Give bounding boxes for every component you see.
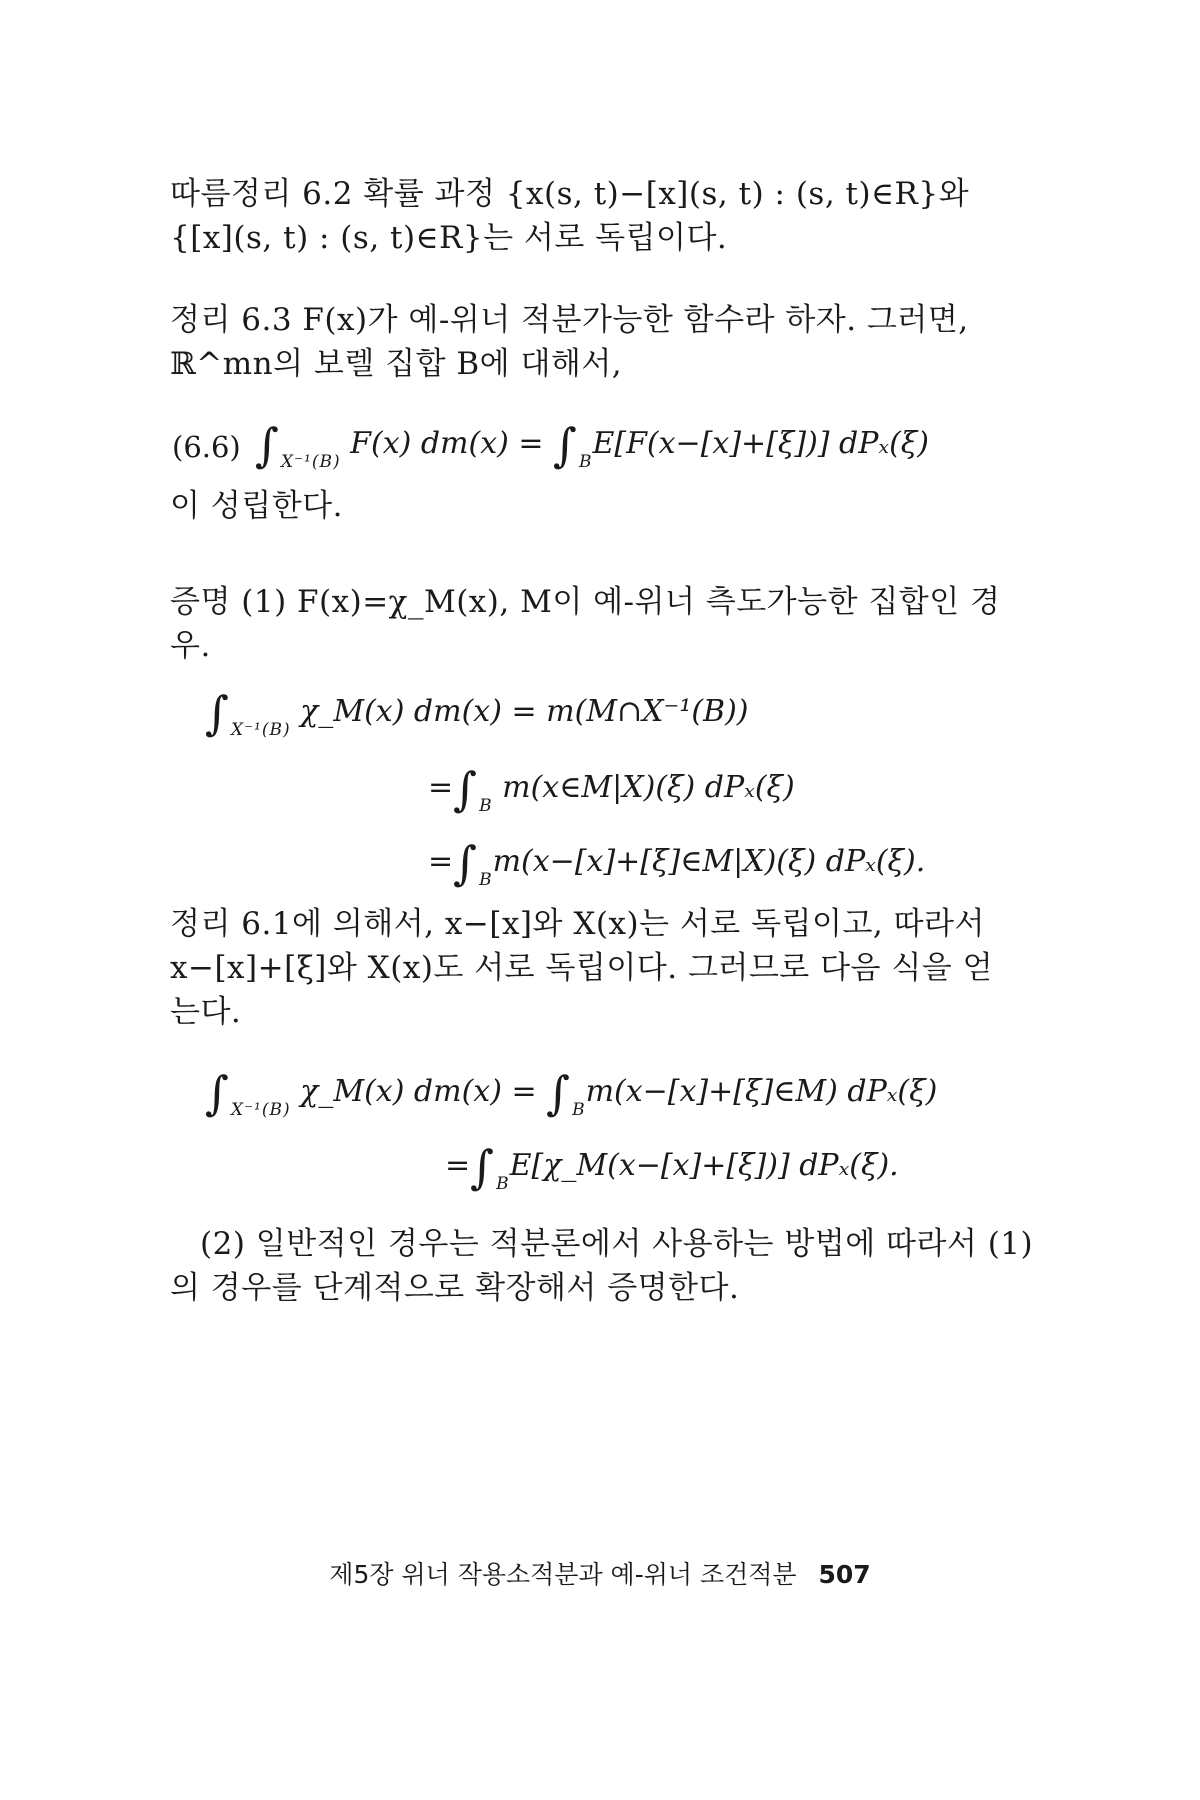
theorem-line-2: ℝ^mn의 보렐 집합 B에 대해서,: [170, 346, 623, 382]
integral-domain: B: [479, 870, 493, 890]
equation-rhs: E[F(x−[x]+[ξ])] dPₓ(ξ): [592, 426, 930, 461]
proof-line-1: 증명 (1) F(x)=χ_M(x), M이 예-위너 측도가능한 집합인 경: [170, 584, 1001, 620]
corollary-line-1: 따름정리 6.2 확률 과정 {x(s, t)−[x](s, t) : (s, t)∈R}와: [170, 176, 970, 212]
running-head: 제5장 위너 작용소적분과 예-위너 조건적분: [329, 1560, 797, 1589]
paragraph-2-line-1: 정리 6.1에 의해서, x−[x]와 X(x)는 서로 독립이고, 따라서: [170, 906, 985, 942]
equation-a: [205, 686, 749, 740]
theorem-6-3: [170, 298, 1050, 386]
integral-domain: B: [479, 796, 493, 816]
equation-d-rhs: m(x−[x]+[ξ]∈M) dPₓ(ξ): [585, 1074, 938, 1109]
proof-paragraph-2: [170, 902, 1050, 1034]
page-number: 507: [818, 1560, 871, 1589]
integral-sign: ∫: [470, 1140, 495, 1194]
integral-sign: ∫: [453, 762, 478, 816]
integral-sign: ∫: [453, 836, 478, 890]
proof-case-2: [170, 1222, 1050, 1310]
theorem-line-1: 정리 6.3 F(x)가 예-위너 적분가능한 함수라 하자. 그러면,: [170, 302, 969, 338]
integral-domain: X⁻¹(B): [230, 1100, 291, 1120]
paragraph-2-line-3: 는다.: [170, 994, 242, 1030]
integral-domain: B: [496, 1174, 510, 1194]
case-2-line-2: 의 경우를 단계적으로 확장해서 증명한다.: [170, 1270, 740, 1306]
equation-c: [428, 836, 925, 890]
equals-sign: =: [428, 770, 454, 805]
proof-line-2: 우.: [170, 628, 211, 664]
integral-domain: X⁻¹(B): [280, 452, 341, 472]
integral-sign: ∫: [205, 1066, 229, 1120]
corollary-6-2: [170, 172, 1050, 260]
equation-d-lhs: χ_M(x) dm(x) =: [300, 1074, 547, 1109]
integral-sign: ∫: [553, 418, 578, 472]
paragraph-2-line-2: x−[x]+[ξ]와 X(x)도 서로 독립이다. 그러므로 다음 식을 얻: [170, 950, 994, 986]
equation-e: [445, 1140, 899, 1194]
equation-c-body: m(x−[x]+[ξ]∈M|X)(ξ) dPₓ(ξ).: [492, 844, 926, 879]
equation-6-6: [255, 418, 929, 472]
equation-d: [205, 1066, 937, 1120]
theorem-line-3: 이 성립한다.: [170, 488, 343, 524]
equation-label-6-6: (6.6): [172, 430, 241, 464]
integral-sign: ∫: [255, 418, 279, 472]
integral-domain: X⁻¹(B): [230, 720, 291, 740]
equals-sign: =: [445, 1148, 471, 1183]
integral-sign: ∫: [546, 1066, 571, 1120]
integral-domain: B: [579, 452, 593, 472]
case-2-line-1: (2) 일반적인 경우는 적분론에서 사용하는 방법에 따라서 (1): [200, 1226, 1034, 1262]
equation-e-body: E[χ_M(x−[x]+[ξ])] dPₓ(ξ).: [509, 1148, 899, 1183]
corollary-line-2: {[x](s, t) : (s, t)∈R}는 서로 독립이다.: [170, 220, 728, 256]
equation-a-body: χ_M(x) dm(x) = m(M∩X⁻¹(B)): [300, 694, 749, 729]
page-footer: [0, 1555, 1200, 1591]
equation-lhs: F(x) dm(x) =: [350, 426, 554, 461]
integral-domain: B: [572, 1100, 586, 1120]
equation-b: [428, 762, 795, 816]
integral-sign: ∫: [205, 686, 229, 740]
equation-b-body: m(x∈M|X)(ξ) dPₓ(ξ): [502, 770, 795, 805]
equals-sign: =: [428, 844, 454, 879]
theorem-conclusion: [170, 484, 1050, 528]
proof-case-1: [170, 580, 1050, 668]
